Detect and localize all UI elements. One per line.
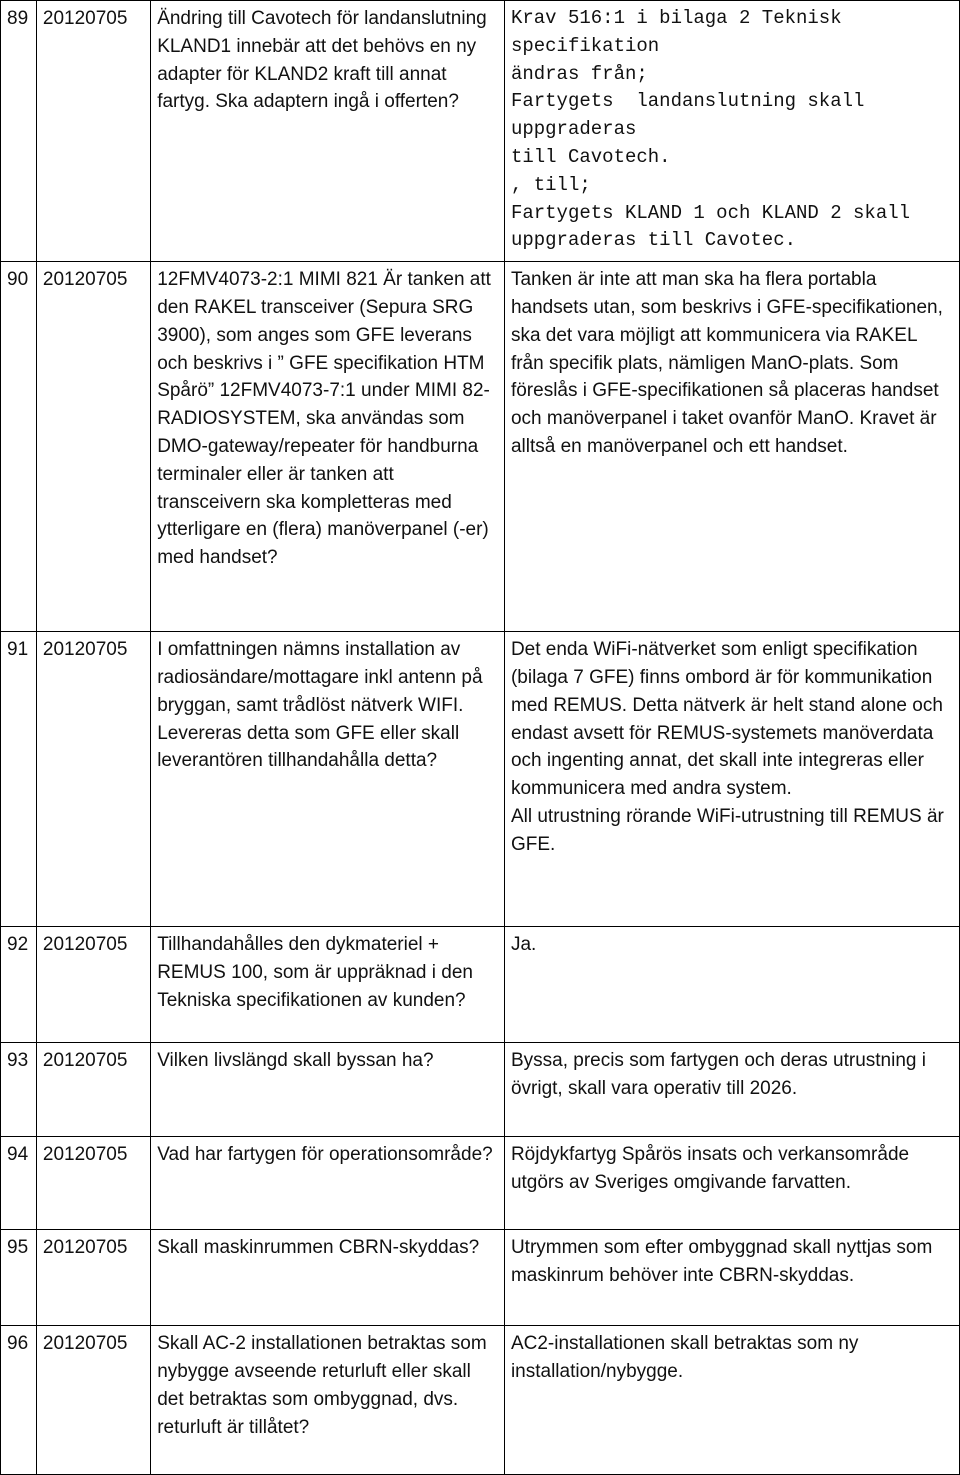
answer-line: uppgraderas till Cavotec. (510, 229, 796, 252)
table-row (1, 1230, 960, 1326)
answer-line: ändras från; (510, 62, 648, 85)
question-cell: Vilken livslängd skall byssan ha? (151, 1043, 505, 1137)
question-cell: Vad har fartygen för operationsområde? (151, 1137, 505, 1230)
row-date: 20120705 (36, 1, 150, 262)
answer-line: till Cavotech. (510, 145, 671, 168)
row-number: 94 (1, 1137, 37, 1230)
table-row (1, 1326, 960, 1475)
answer-cell: Tanken är inte att man ska ha flera portabla handsets utan, som beskrivs i GFE-specifikationen, ska det vara möjligt att kommunicera via RAKEL från specifik plats, nämligen ManO-plats. Som föreslås i GFE-specifikationen så placeras handset och manöverpanel i taket ovanför ManO. Kravet är alltså en manöverpanel och ett handset. (504, 262, 959, 632)
question-cell: 12FMV4073-2:1 MIMI 821 Är tanken att den RAKEL transceiver (Sepura SRG 3900), som anges som GFE leverans och beskrivs i ” GFE specifikation HTM Spårö” 12FMV4073-7:1 under MIMI 82-RADIOSYSTEM, ska användas som DMO-gateway/repeater för handburna terminaler eller är tanken att transceivern ska kompletteras med ytterligare en (flera) manöverpanel (-er) med handset? (151, 262, 505, 632)
table-row (1, 1, 960, 262)
row-number: 91 (1, 632, 37, 927)
question-cell: Ändring till Cavotech för landanslutning KLAND1 innebär att det behövs en ny adapter för KLAND2 kraft till annat fartyg. Ska adaptern ingå i offerten? (151, 1, 505, 262)
answer-cell: Ja. (504, 927, 959, 1043)
row-number: 95 (1, 1230, 37, 1326)
table-row (1, 262, 960, 632)
answer-cell (504, 1, 959, 262)
table-row (1, 1137, 960, 1230)
table-row (1, 927, 960, 1043)
answer-cell: Utrymmen som efter ombyggnad skall nyttjas som maskinrum behöver inte CBRN-skyddas. (504, 1230, 959, 1326)
row-number: 96 (1, 1326, 37, 1475)
answer-line: Fartygets KLAND 1 och KLAND 2 skall (510, 201, 911, 224)
row-number: 89 (1, 1, 37, 262)
row-date: 20120705 (36, 632, 150, 927)
answer-cell: Byssa, precis som fartygen och deras utrustning i övrigt, skall vara operativ till 2026. (504, 1043, 959, 1137)
table-row (1, 1043, 960, 1137)
row-number: 90 (1, 262, 37, 632)
answer-line: Fartygets landanslutning skall uppgraderas (510, 90, 876, 141)
answer-cell: AC2-installationen skall betraktas som ny installation/nybygge. (504, 1326, 959, 1475)
question-cell: Skall AC-2 installationen betraktas som nybygge avseende returluft eller skall det betraktas som ombyggnad, dvs. returluft är tillåtet? (151, 1326, 505, 1475)
answer-line: , till; (510, 173, 591, 196)
row-number: 92 (1, 927, 37, 1043)
row-date: 20120705 (36, 1137, 150, 1230)
row-date: 20120705 (36, 1230, 150, 1326)
row-date: 20120705 (36, 262, 150, 632)
answer-paragraph: All utrustning rörande WiFi-utrustning till REMUS är GFE. (510, 805, 950, 855)
table-row (1, 632, 960, 927)
answer-line: Krav 516:1 i bilaga 2 Teknisk specifikation (510, 7, 854, 57)
answer-cell: Röjdykfartyg Spårös insats och verkansområde utgörs av Sveriges omgivande farvatten. (504, 1137, 959, 1230)
question-cell: I omfattningen nämns installation av radiosändare/mottagare inkl antenn på bryggan, samt trådlöst nätverk WIFI. Levereras detta som GFE eller skall leverantören tillhandahålla detta? (151, 632, 505, 927)
answer-cell (504, 632, 959, 927)
question-cell: Tillhandahålles den dykmateriel + REMUS 100, som är uppräknad i den Tekniska specifikationen av kunden? (151, 927, 505, 1043)
row-number: 93 (1, 1043, 37, 1137)
row-date: 20120705 (36, 1043, 150, 1137)
answer-paragraph: Det enda WiFi-nätverket som enligt specifikation (bilaga 7 GFE) finns ombord är för kommunikation med REMUS. Detta nätverk är helt stand alone och endast avsett för REMUS-systemets manöverdata och ingenting annat, det skall inte integreras eller kommunicera med andra system. (510, 639, 949, 800)
row-date: 20120705 (36, 927, 150, 1043)
question-cell: Skall maskinrummen CBRN-skyddas? (151, 1230, 505, 1326)
row-date: 20120705 (36, 1326, 150, 1475)
